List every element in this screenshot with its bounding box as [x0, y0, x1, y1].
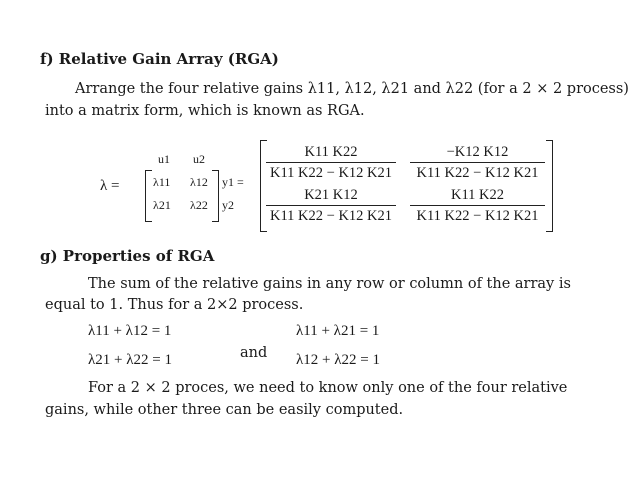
element-21-denominator: K11 K22 − K12 K21: [269, 208, 393, 224]
equation-row-1: λ11 + λ12 = 1: [88, 323, 172, 339]
element-11-denominator: K11 K22 − K12 K21: [269, 165, 393, 181]
small-matrix-left-bracket: [145, 170, 152, 222]
element-12-numerator: −K12 K12: [446, 144, 509, 160]
row-label-y2: y2: [222, 198, 234, 212]
and-connector: and: [240, 345, 268, 361]
fraction-bar: [266, 205, 396, 206]
equation-column-1: λ11 + λ21 = 1: [296, 323, 380, 339]
lambda-equals: λ =: [100, 178, 120, 194]
entry-lambda-11: λ11: [153, 175, 171, 189]
section-g-line-2: equal to 1. Thus for a 2×2 process.: [45, 297, 304, 313]
entry-lambda-12: λ12: [190, 175, 208, 189]
entry-lambda-22: λ22: [190, 198, 208, 212]
equation-row-2: λ21 + λ22 = 1: [88, 352, 172, 368]
column-label-u1: u1: [158, 152, 170, 166]
section-g-line-4: gains, while other three can be easily computed.: [45, 402, 404, 418]
element-11-fraction: [266, 143, 396, 182]
element-22-denominator: K11 K22 − K12 K21: [416, 208, 539, 224]
element-21-numerator: K21 K12: [304, 187, 358, 203]
element-21-fraction: [266, 186, 396, 225]
element-22-numerator: K11 K22: [450, 187, 505, 203]
gain-matrix-right-bracket: [546, 140, 553, 232]
fraction-bar: [410, 162, 545, 163]
row-label-y1: y1 =: [222, 175, 244, 189]
section-g-heading: g) Properties of RGA: [40, 247, 215, 265]
small-matrix-right-bracket: [212, 170, 219, 222]
equation-column-2: λ12 + λ22 = 1: [296, 352, 380, 368]
fraction-bar: [266, 162, 396, 163]
element-12-denominator: K11 K22 − K12 K21: [416, 165, 539, 181]
fraction-bar: [410, 205, 545, 206]
section-g-line-1: The sum of the relative gains in any row or column of the array is: [88, 276, 571, 292]
element-22-fraction: [410, 186, 545, 225]
section-f-line-1: Arrange the four relative gains λ11, λ12, λ21 and λ22 (for a 2 × 2 process): [75, 81, 629, 97]
element-11-numerator: K11 K22: [304, 144, 358, 160]
entry-lambda-21: λ21: [153, 198, 171, 212]
section-f-heading: f) Relative Gain Array (RGA): [40, 50, 279, 68]
column-label-u2: u2: [193, 152, 205, 166]
element-12-fraction: [410, 143, 545, 182]
section-f-line-2: into a matrix form, which is known as RGA.: [45, 103, 365, 119]
section-g-line-3: For a 2 × 2 proces, we need to know only one of the four relative: [88, 380, 568, 396]
